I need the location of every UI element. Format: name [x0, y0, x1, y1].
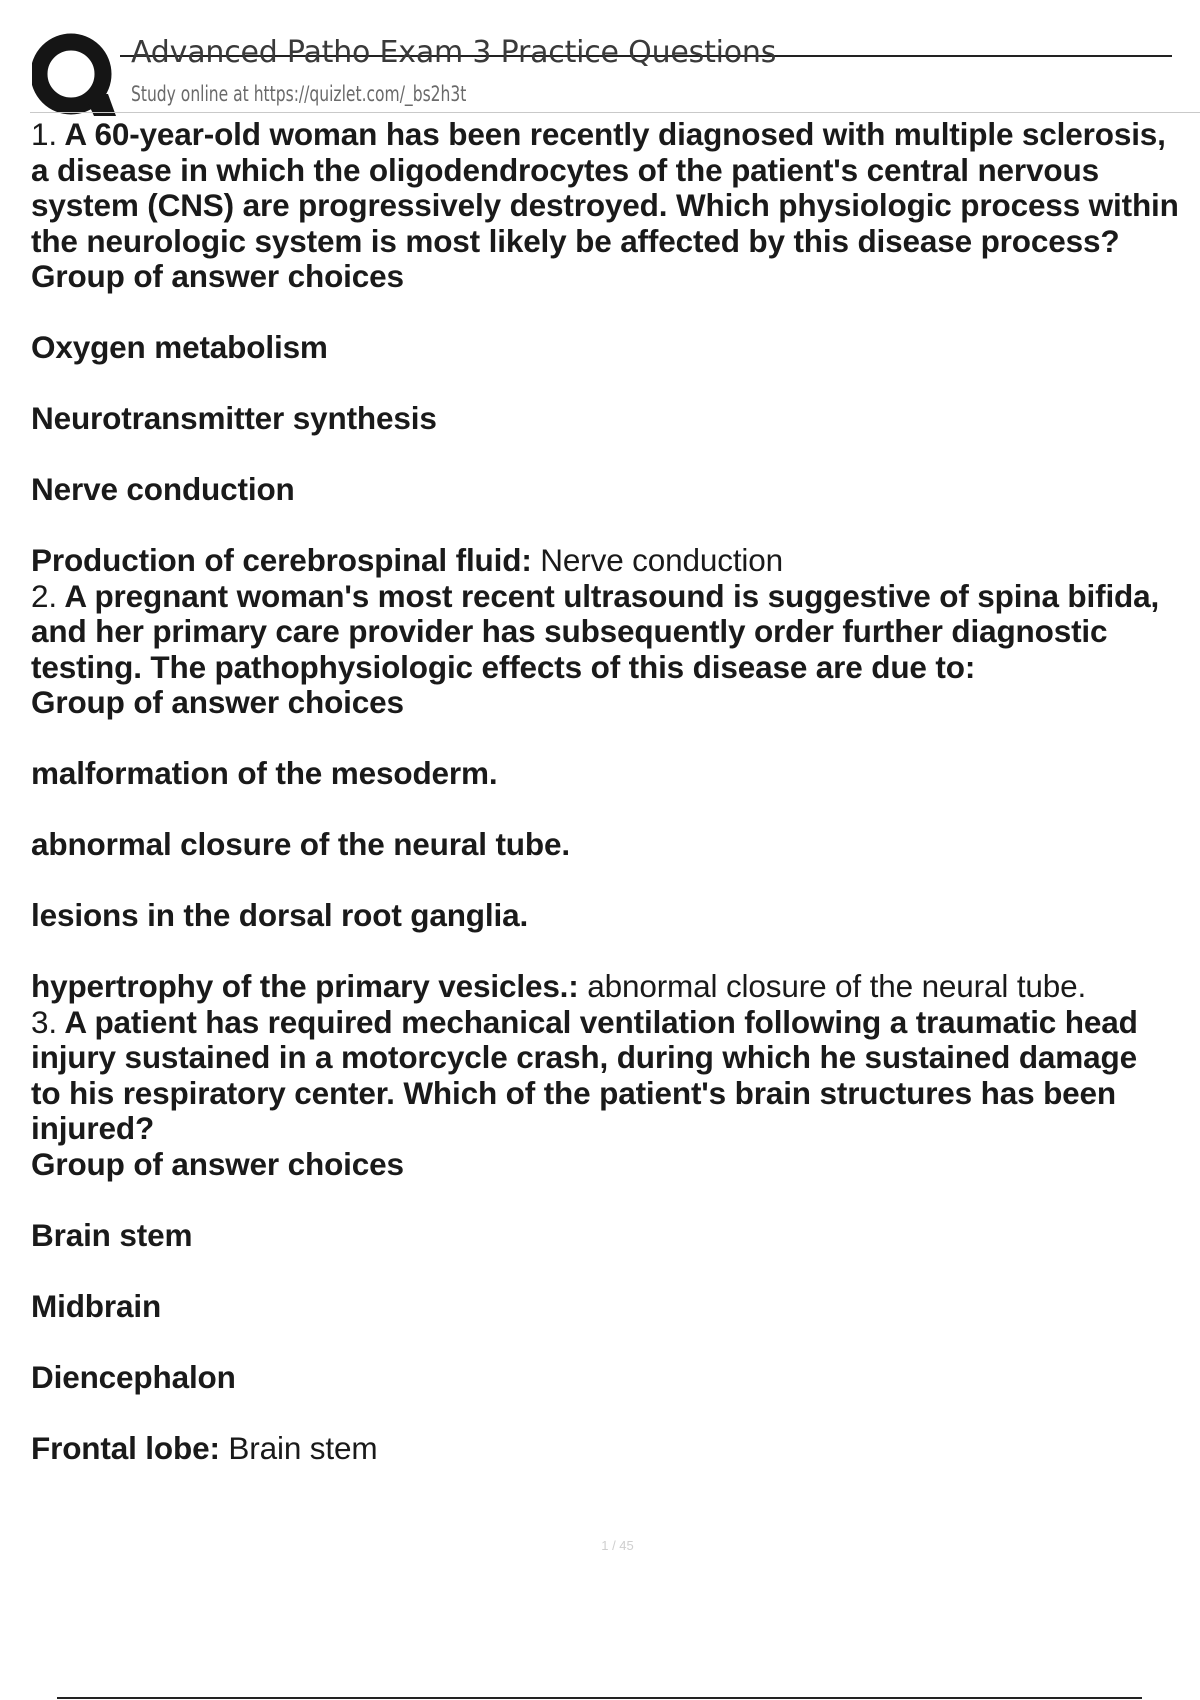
- question-text-line: injury sustained in a motorcycle crash, during which he sustained damage: [31, 1039, 1137, 1075]
- question-text-line: injured?: [31, 1110, 155, 1146]
- document-title: Advanced Patho Exam 3 Practice Questions: [131, 35, 777, 70]
- question-text-line: and her primary care provider has subsequently order further diagnostic: [31, 613, 1108, 649]
- answer-choice: Nerve conduction: [31, 471, 295, 507]
- quizlet-logo-icon: [32, 32, 144, 116]
- answer-choice: hypertrophy of the primary vesicles.:: [31, 968, 579, 1004]
- answer-choice: Midbrain: [31, 1287, 162, 1324]
- answer-line: [31, 543, 1200, 579]
- header-divider: [30, 112, 1200, 113]
- answer-choice: Diencephalon: [31, 1358, 236, 1395]
- question-3: [31, 1005, 1200, 1467]
- answer-line: [31, 969, 1200, 1005]
- question-text-line: 1. A 60-year-old woman has been recently diagnosed with multiple sclerosis,: [31, 117, 1166, 152]
- question-text-line: system (CNS) are progressively destroyed. Which physiologic process within: [31, 187, 1179, 223]
- question-text-line: testing. The pathophysiologic effects of this disease are due to:: [31, 648, 976, 685]
- question-2: [31, 579, 1200, 1005]
- question-number: 1.: [31, 117, 57, 152]
- answer-choice: lesions in the dorsal root ganglia.: [31, 897, 529, 933]
- correct-answer: abnormal closure of the neural tube.: [587, 968, 1087, 1004]
- answer-choice: Oxygen metabolism: [31, 329, 328, 365]
- question-text-line: the neurologic system is most likely be affected by this disease process?: [31, 222, 1120, 259]
- question-text-line: to his respiratory center. Which of the patient's brain structures has been: [31, 1074, 1116, 1111]
- question-text-line: 3. A patient has required mechanical ventilation following a traumatic head: [31, 1003, 1138, 1040]
- question-list: [31, 117, 1200, 1466]
- question-number: 3.: [31, 1003, 57, 1040]
- answer-choices-heading: Group of answer choices: [31, 684, 404, 720]
- answer-choice: abnormal closure of the neural tube.: [31, 826, 570, 862]
- answer-choice: Neurotransmitter synthesis: [31, 400, 437, 436]
- answer-choices-heading: Group of answer choices: [31, 1145, 404, 1182]
- page-header: [30, 28, 1150, 114]
- correct-answer: Brain stem: [228, 1429, 378, 1466]
- study-online-link[interactable]: Study online at https://quizlet.com/_bs2h3t: [131, 82, 467, 106]
- question-number: 2.: [31, 577, 57, 614]
- footer-divider: [57, 1697, 1142, 1699]
- correct-answer: Nerve conduction: [540, 542, 784, 578]
- question-text-line: 2. A pregnant woman's most recent ultrasound is suggestive of spina bifida,: [31, 577, 1160, 614]
- answer-choice: Production of cerebrospinal fluid:: [31, 542, 532, 578]
- answer-choices-heading: Group of answer choices: [31, 258, 404, 294]
- answer-choice: malformation of the mesoderm.: [31, 755, 498, 791]
- question-text-line: a disease in which the oligodendrocytes of the patient's central nervous: [31, 151, 1099, 188]
- question-1: [31, 117, 1200, 579]
- answer-choice: Frontal lobe:: [31, 1429, 220, 1466]
- answer-line: [31, 1431, 1200, 1467]
- answer-choice: Brain stem: [31, 1216, 193, 1253]
- page-number: 1 / 45: [601, 1538, 634, 1553]
